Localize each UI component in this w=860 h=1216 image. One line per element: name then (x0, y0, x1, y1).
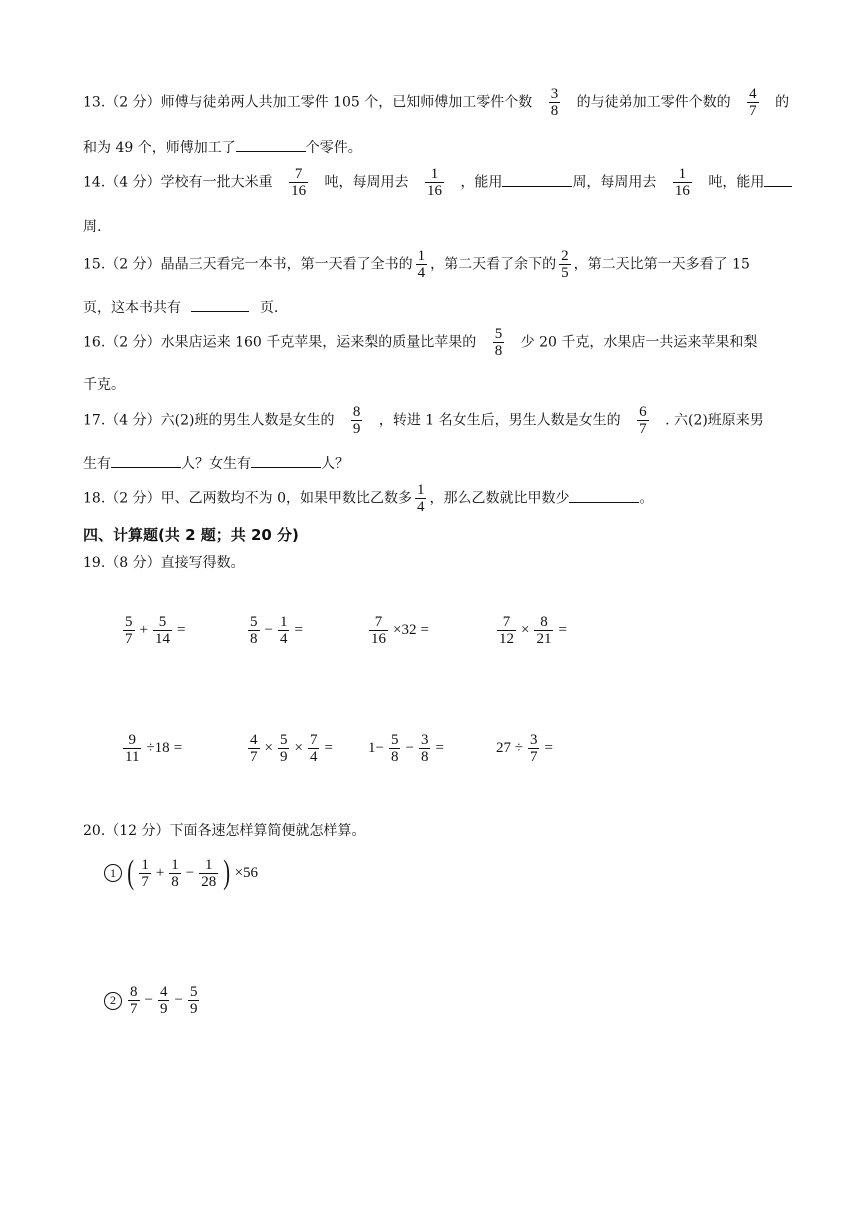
q14-text-1: 14.（4 分）学校有一批大米重 (83, 174, 273, 191)
fraction: $\frac{3}{8}$ (550, 86, 559, 119)
q16-text-2: 少 20 千克，水果店一共运来苹果和梨 (520, 334, 758, 351)
fraction: $\frac{5}{8}$ (494, 326, 503, 359)
fraction: $\frac{4}{7}$ (749, 86, 757, 119)
q13-text-3: 的 (775, 94, 790, 111)
q14-text-3: ，能用 (460, 174, 503, 191)
question-19-title: 19.（8 分）直接写得数。 (83, 555, 245, 571)
expression-5: $\frac{9}{11}$ ÷18 = (125, 732, 183, 765)
q16-text-3: 千克。 (83, 377, 125, 393)
fraction: $\frac{6}{7}$ (639, 404, 647, 437)
section-heading: 四、计算题(共 2 题；共 20 分) (83, 526, 299, 544)
expression-3: $\frac{7}{16}$ ×32 = (371, 614, 429, 647)
circled-number-icon: 1 (104, 864, 122, 882)
q17-text-2: ，转进 1 名女生后，男生人数是女生的 (378, 412, 621, 429)
question-14-line-2 (83, 216, 101, 236)
expression-2: $\frac{5}{8}$ − $\frac{1}{4}$ = (250, 614, 303, 647)
q17-text-6: 人？ (321, 456, 349, 472)
fraction: $\frac{1}{4}$ (416, 482, 425, 515)
expression-7: 1− $\frac{5}{8}$ − $\frac{3}{8}$ = (368, 732, 444, 765)
answer-blank[interactable] (191, 297, 249, 312)
fraction: $\frac{1}{4}$ (417, 248, 426, 281)
answer-blank[interactable] (569, 488, 639, 503)
fraction: $\frac{1}{16}$ (674, 166, 690, 199)
question-18-line (83, 482, 653, 515)
expression-1: $\frac{5}{7}$ + $\frac{5}{14}$ = (125, 614, 186, 647)
question-13-line-2 (83, 137, 362, 157)
answer-blank[interactable] (236, 137, 306, 152)
answer-blank[interactable] (251, 453, 321, 468)
q18-text-2: ，那么乙数就比甲数少 (429, 490, 570, 507)
fraction: $\frac{2}{5}$ (561, 248, 569, 281)
q17-text-1: 17.（4 分）六(2)班的男生人数是女生的 (83, 412, 335, 429)
q15-text-1: 15.（2 分）晶晶三天看完一本书，第一天看了全书的 (83, 256, 413, 273)
question-15-line-1 (83, 248, 750, 281)
fraction: $\frac{1}{16}$ (426, 166, 442, 199)
circled-number-icon: 2 (104, 992, 122, 1010)
q16-text-1: 16.（2 分）水果店运来 160 千克苹果，运来梨的质量比苹果的 (83, 334, 477, 351)
q13-text-2: 的与徒弟加工零件个数的 (576, 94, 731, 111)
q20-expression-2: 2 $\frac{8}{7}$ − $\frac{4}{9}$ − $\frac{5}{9}$ (104, 984, 202, 1017)
q18-text-1: 18.（2 分）甲、乙两数均不为 0，如果甲数比乙数多 (83, 490, 412, 507)
q13-text-1: 13.（2 分）师傅与徒弟两人共加工零件 105 个，已知师傅加工零件个数 (83, 94, 533, 111)
q17-text-5: 人？女生有 (181, 456, 251, 472)
answer-blank[interactable] (111, 453, 181, 468)
q15-text-4: 页，这本书共有 (83, 300, 181, 316)
fraction: $\frac{7}{16}$ (291, 166, 307, 199)
q15-text-2: ，第二天看了余下的 (430, 256, 557, 273)
question-14-line-1 (83, 166, 792, 199)
expression-8: 27 ÷ $\frac{3}{7}$ = (496, 732, 553, 765)
answer-blank[interactable] (502, 172, 572, 187)
q14-text-5: 吨，能用 (708, 174, 765, 191)
question-17-line-2 (83, 453, 349, 473)
question-13-line-1 (83, 86, 789, 119)
q13-text-4: 和为 49 个，师傅加工了 (83, 140, 236, 156)
q15-text-3: ，第二天比第一天多看了 15 (573, 256, 750, 273)
q14-text-4: 周，每周用去 (572, 174, 657, 191)
q17-text-4: 生有 (83, 456, 111, 472)
fraction: $\frac{8}{9}$ (352, 404, 361, 437)
question-17-line-1 (83, 404, 764, 437)
question-16-line-2 (83, 374, 125, 394)
q14-text-6: 周. (83, 219, 102, 235)
q15-text-5: 页. (259, 300, 279, 316)
q13-text-5: 个零件。 (305, 140, 362, 156)
question-16-line-1 (83, 326, 757, 359)
q14-text-2: 吨，每周用去 (324, 174, 409, 191)
q17-text-3: . 六(2)班原来男 (665, 412, 764, 429)
expression-6: $\frac{4}{7}$ × $\frac{5}{9}$ × $\frac{7}{4}$ = (250, 732, 333, 765)
answer-blank[interactable] (764, 172, 792, 187)
question-20-title: 20.（12 分）下面各速怎样算简便就怎样算。 (83, 823, 366, 839)
expression-4: $\frac{7}{12}$ × $\frac{8}{21}$ = (499, 614, 567, 647)
question-15-line-2 (83, 297, 278, 317)
q18-text-3: 。 (639, 490, 654, 507)
q20-expression-1: 1 ( $\frac{1}{7}$ + $\frac{1}{8}$ − $\frac{1}{28}$ ) ×56 (104, 856, 260, 890)
